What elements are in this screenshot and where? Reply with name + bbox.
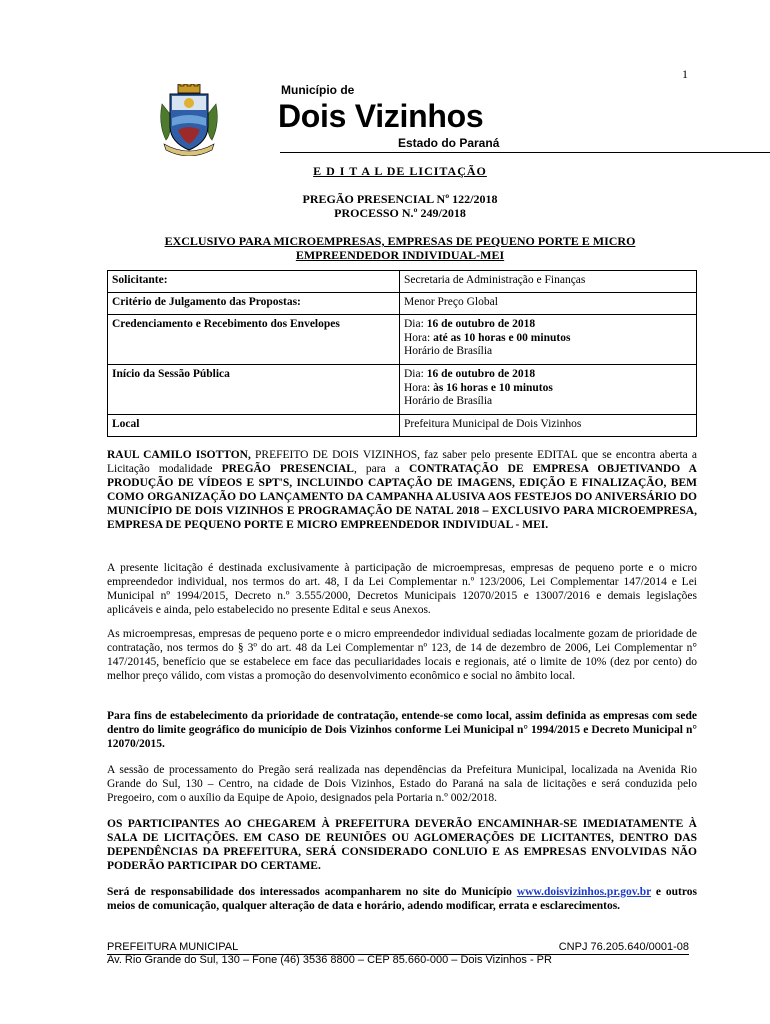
hora-label: Hora: xyxy=(404,381,434,394)
row-value: Secretaria de Administração e Finanças xyxy=(400,271,697,293)
paragraph-prioridade: As microempresas, empresas de pequeno porte e o micro empreendedor individual sediadas localmente gozam de prioridade de contratação, nos termos do § 3º do art. 48 da Lei Complementar nº 123, de 14 de dezembro de 2006, Lei Complementar n° 147/20145, benefício que se estabelece em face das peculiaridades locais e regionais, até o limite de 10% (dez por cento) do melhor preço válido, com vistas a promoção do desenvolvimento econômico e social no âmbito local. xyxy=(107,628,697,682)
resp-text-1: Será de responsabilidade dos interessados acompanharem no site do Município xyxy=(107,886,517,898)
page-number: 1 xyxy=(682,67,688,81)
objeto: CONTRATAÇÃO DE EMPRESA OBJETIVANDO A PRODUÇÃO DE VÍDEOS E SPT'S, INCLUINDO CAPTAÇÃO DE IMAGENS, EDIÇÃO E FINALIZAÇÃO, BEM COMO ORGANIZAÇÃO DO LANÇAMENTO DA CAMPANHA ALUSIVA AOS FESTEJOS DO ANIVERSÁRIO DO MUNICÍPIO DE DOIS VIZINHOS E PROGRAMAÇÃO DE NATAL 2018 – EXCLUSIVO PARA MICROEMPRESA, EMPRESA DE PEQUENO PORTE E MICRO EMPREENDEDOR INDIVIDUAL - MEI. xyxy=(107,463,697,531)
row-value xyxy=(400,315,697,365)
row-key: Início da Sessão Pública xyxy=(108,365,400,415)
pregao-number: PREGÃO PRESENCIAL Nº 122/2018 xyxy=(302,192,498,206)
table-row xyxy=(108,293,697,315)
footer-address: Av. Rio Grande do Sul, 130 – Fone (46) 3536 8800 – CEP 85.660-000 – Dois Vizinhos - PR xyxy=(107,954,552,966)
intro-text-2: , para a xyxy=(353,463,409,475)
hora-label: Hora: xyxy=(404,331,434,344)
hora-value: às 16 horas e 10 minutos xyxy=(433,381,553,394)
horario-note: Horário de Brasília xyxy=(404,345,493,357)
dia-label: Dia: xyxy=(404,368,427,380)
exclusivo-heading xyxy=(100,234,700,262)
header-divider xyxy=(280,152,770,153)
mayor-name: RAUL CAMILO ISOTTON, xyxy=(107,449,251,461)
footer-cnpj: CNPJ 76.205.640/0001-08 xyxy=(558,941,689,953)
paragraph-responsabilidade xyxy=(107,885,697,913)
edital-title: E D I T A L DE LICITAÇÃO xyxy=(313,164,487,178)
exclusivo-line-2: EMPREENDEDOR INDIVIDUAL-MEI xyxy=(295,248,505,262)
table-row xyxy=(108,365,697,415)
intro-text-1: PREFEITO DE DOIS VIZINHOS, faz saber pelo presente EDITAL que se encontra aberta a Licitação modalidade xyxy=(107,449,697,475)
city-name: Dois Vizinhos xyxy=(278,98,484,134)
paragraph-participantes: OS PARTICIPANTES AO CHEGAREM À PREFEITURA DEVERÃO ENCAMINHAR-SE IMEDIATAMENTE À SALA DE LICITAÇÕES. EM CASO DE REUNIÕES OU AGLOMERAÇÕES DE LICITANTES, DENTRO DAS DEPENDÊNCIAS DA PREFEITURA, SERÁ CONSIDERADO CONLUIO E AS EMPRESAS ENVOLVIDAS NÃO PODERÃO PARTICIPAR DO CERTAME. xyxy=(107,818,697,872)
coat-of-arms-icon xyxy=(158,84,220,156)
intro-paragraph xyxy=(107,448,697,532)
row-value: Prefeitura Municipal de Dois Vizinhos xyxy=(400,415,697,437)
resp-text-2: e outros meios de comunicação, qualquer alteração de data e horário, adendo modificar, errata e esclarecimentos. xyxy=(107,886,697,912)
table-row xyxy=(108,415,697,437)
row-key: Local xyxy=(108,415,400,437)
pregao-heading xyxy=(100,192,700,220)
municipio-website-link[interactable]: www.doisvizinhos.pr.gov.br xyxy=(516,886,652,898)
exclusivo-line-1: EXCLUSIVO PARA MICROEMPRESAS, EMPRESAS DE PEQUENO PORTE E MICRO xyxy=(164,234,636,248)
row-key: Credenciamento e Recebimento dos Envelopes xyxy=(108,315,400,365)
dia-label: Dia: xyxy=(404,318,427,330)
footer-top xyxy=(107,941,689,955)
horario-note: Horário de Brasília xyxy=(404,395,493,407)
info-table xyxy=(107,270,697,437)
processo-number: PROCESSO N.º 249/2018 xyxy=(334,206,466,220)
dia-value: 16 de outubro de 2018 xyxy=(426,368,536,380)
municipio-label: Município de xyxy=(281,83,355,97)
state-label: Estado do Paraná xyxy=(398,136,500,150)
paragraph-destinacao: A presente licitação é destinada exclusivamente à participação de microempresas, empresas de pequeno porte e o micro empreendedor individual, nos termos do art. 48, I da Lei Complementar n.º 123/2006, Lei Complementar 147/2014 e Lei Municipal nº 1994/2015, Decreto n.º 3.555/2000, Decretos Municipais 12070/2015 e 13007/2016 e demais legislações aplicáveis e ainda, pelo estabelecido no presente Edital e seus Anexos. xyxy=(107,562,697,616)
table-row xyxy=(108,271,697,293)
row-key: Critério de Julgamento das Propostas: xyxy=(108,293,400,315)
table-row xyxy=(108,315,697,365)
paragraph-sessao: A sessão de processamento do Pregão será realizada nas dependências da Prefeitura Municipal, localizada na Avenida Rio Grande do Sul, 130 – Centro, na cidade de Dois Vizinhos, Estado do Paraná na sala de licitações e será conduzida pelo Pregoeiro, com o auxílio da Equipe de Apoio, designados pela Portaria n.º 002/2018. xyxy=(107,764,697,804)
hora-value: até as 10 horas e 00 minutos xyxy=(433,331,571,344)
row-key: Solicitante: xyxy=(108,271,400,293)
dia-value: 16 de outubro de 2018 xyxy=(426,318,536,330)
footer-prefeitura: PREFEITURA MUNICIPAL xyxy=(107,941,239,953)
modalidade: PREGÃO PRESENCIAL xyxy=(221,463,354,475)
paragraph-local: Para fins de estabelecimento da prioridade de contratação, entende-se como local, assim definida as empresas com sede dentro do limite geográfico do município de Dois Vizinhos conforme Lei Municipal n° 1994/2015 e Decreto Municipal n° 12070/2015. xyxy=(107,710,697,750)
row-value xyxy=(400,365,697,415)
row-value: Menor Preço Global xyxy=(400,293,697,315)
